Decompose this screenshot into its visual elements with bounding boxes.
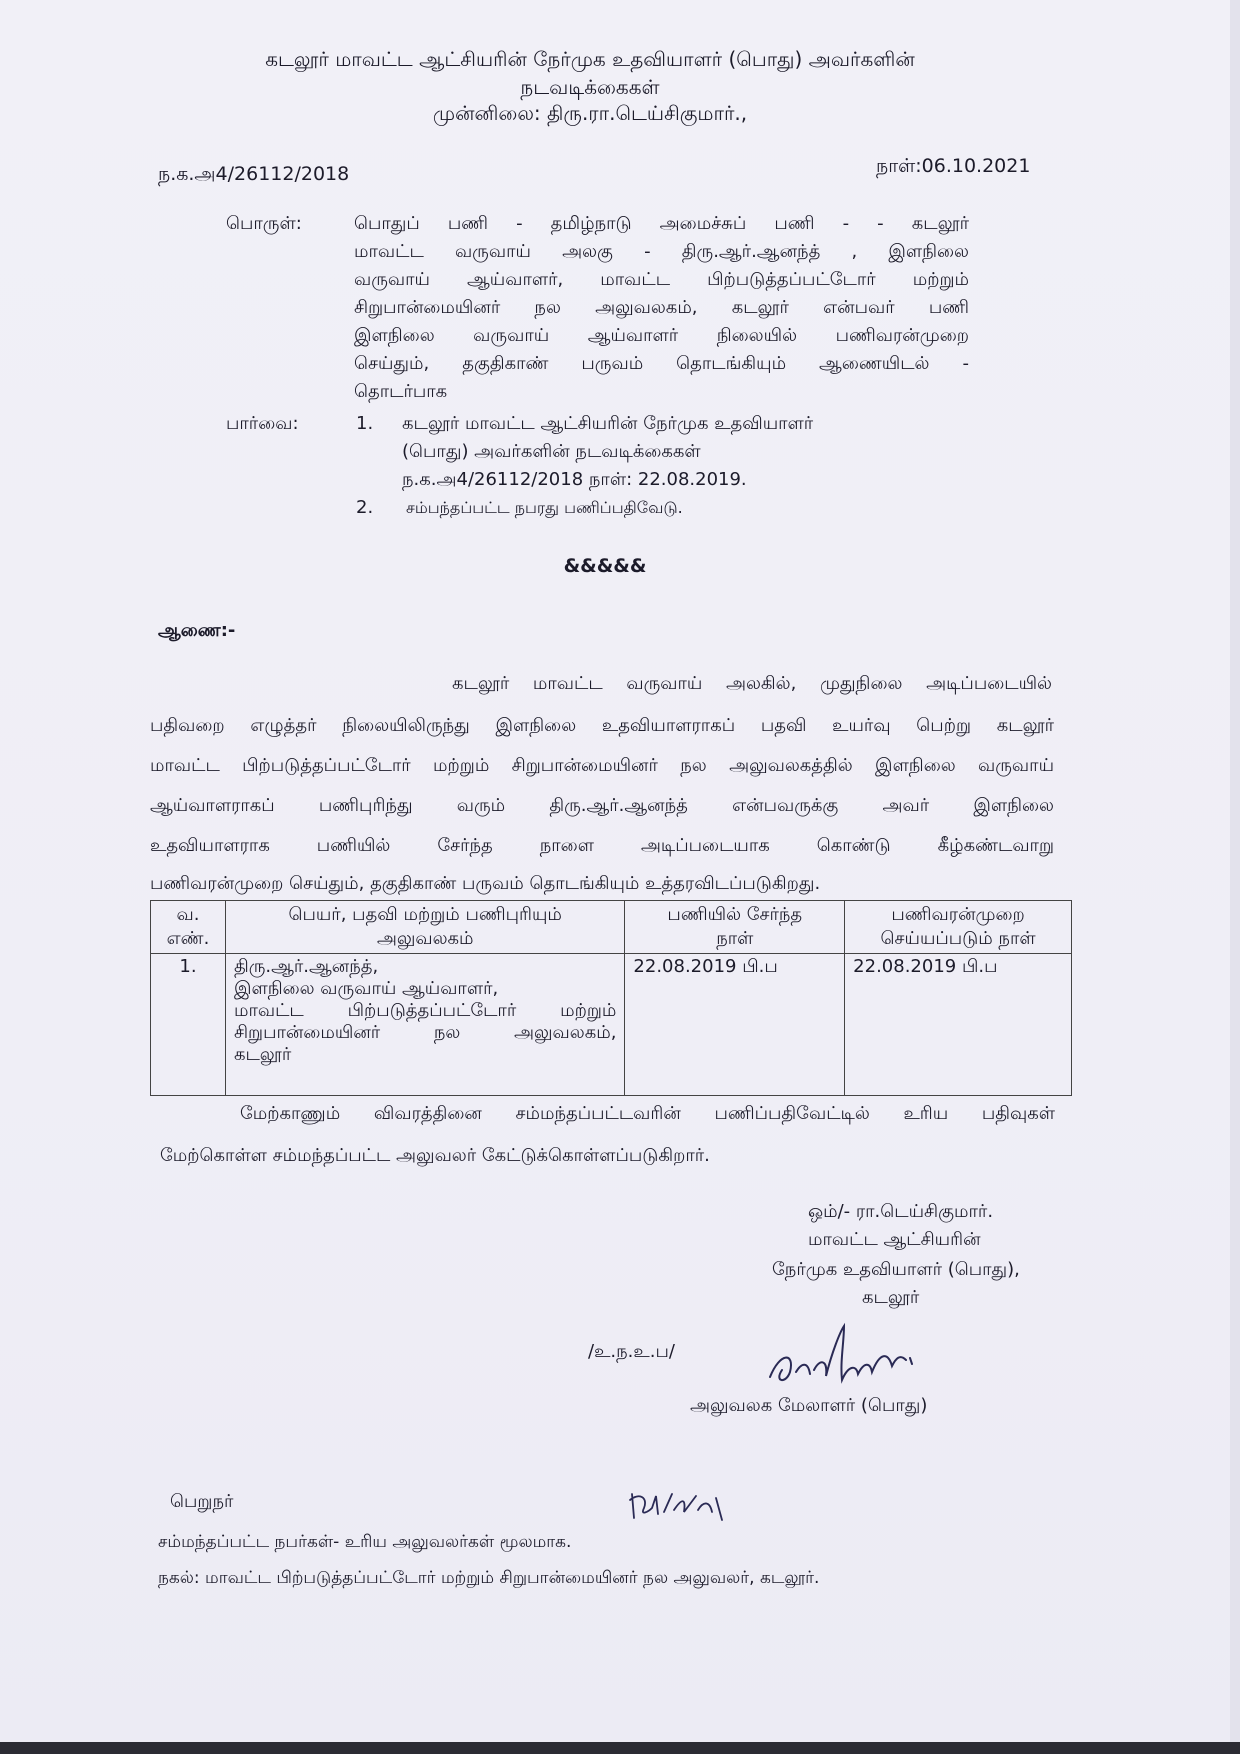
signature-line-4: கடலூர் bbox=[862, 1287, 920, 1308]
recipients-label: பெறுநர் bbox=[170, 1491, 234, 1512]
page-edge bbox=[1230, 0, 1240, 1754]
row-serial-number: 1. bbox=[151, 954, 226, 1096]
copy-to-line: நகல்: மாவட்ட பிற்படுத்தப்பட்டோர் மற்றும் சிறுபான்மையினர் நல அலுவலர், கடலூர். bbox=[158, 1568, 820, 1588]
signature-line-1: ஒம்/- ரா.டெய்சிகுமார். bbox=[808, 1201, 994, 1222]
header-name-designation bbox=[225, 901, 624, 954]
recipients-line: சம்மந்தப்பட்ட நபர்கள்- உரிய அலுவலர்கள் மூலமாக. bbox=[158, 1532, 572, 1552]
reference-item-2-line-1: சம்பந்தப்பட்ட நபரது பணிப்பதிவேடு. bbox=[406, 498, 683, 517]
regularisation-table bbox=[150, 900, 1072, 1096]
header-serial-number bbox=[151, 901, 226, 954]
header-line-1: கடலூர் மாவட்ட ஆட்சியரின் நேர்முக உதவியாளர் (பொது) அவர்களின் bbox=[265, 47, 915, 71]
subject-line-7: தொடர்பாக bbox=[354, 381, 448, 402]
reference-item-1-line-1: கடலூர் மாவட்ட ஆட்சியரின் நேர்முக உதவியாளர் bbox=[402, 413, 814, 434]
header-text: பணிவரன்முறை bbox=[891, 904, 1025, 925]
order-paragraph-line-3: மாவட்ட பிற்படுத்தப்பட்டோர் மற்றும் சிறுபான்மையினர் நல அலுவலகத்தில் இளநிலை வருவாய் bbox=[150, 755, 1054, 776]
header-join-date bbox=[625, 901, 845, 954]
office-manager-designation: அலுவலக மேலாளர் (பொது) bbox=[690, 1395, 928, 1416]
subject-line-4: சிறுபான்மையினர் நல அலுவலகம், கடலூர் என்பவர் பணி bbox=[354, 297, 969, 318]
name-line: மாவட்ட பிற்படுத்தப்பட்டோர் மற்றும் bbox=[233, 1000, 617, 1021]
subject-line-1: பொதுப் பணி - தமிழ்நாடு அமைச்சுப் பணி - - கடலூர் bbox=[354, 213, 969, 234]
name-line: இளநிலை வருவாய் ஆய்வாளர், bbox=[233, 978, 499, 999]
header-line-2: நடவடிக்கைகள் bbox=[520, 75, 660, 99]
signature-line-3: நேர்முக உதவியாளர் (பொது), bbox=[772, 1259, 1020, 1280]
instruction-line-1: மேற்காணும் விவரத்தினை சம்மந்தப்பட்டவரின் பணிப்பதிவேட்டில் உரிய பதிவுகள் bbox=[240, 1103, 1055, 1124]
name-line: கடலூர் bbox=[233, 1044, 292, 1065]
order-label: ஆணை:- bbox=[158, 620, 236, 641]
reference-number: ந.க.அ4/26112/2018 bbox=[158, 163, 350, 185]
order-date: நாள்:06.10.2021 bbox=[876, 155, 1031, 177]
subject-label: பொருள்: bbox=[226, 213, 302, 234]
name-line: திரு.ஆர்.ஆனந்த், bbox=[233, 956, 379, 977]
handwritten-signature bbox=[760, 1322, 940, 1402]
order-paragraph-line-4: ஆய்வாளராகப் பணிபுரிந்து வரும் திரு.ஆர்.ஆனந்த் என்பவருக்கு அவர் இளநிலை bbox=[150, 795, 1054, 816]
subject-line-3: வருவாய் ஆய்வாளர், மாவட்ட பிற்படுத்தப்பட்டோர் மற்றும் bbox=[354, 269, 969, 290]
signature-line-2: மாவட்ட ஆட்சியரின் bbox=[808, 1229, 981, 1250]
separator-mark: &&&&& bbox=[563, 555, 647, 577]
instruction-line-2: மேற்கொள்ள சம்மந்தப்பட்ட அலுவலர் கேட்டுக்கொள்ளப்படுகிறார். bbox=[160, 1145, 710, 1166]
header-line-3: முன்னிலை: திரு.ரா.டெய்சிகுமார்., bbox=[432, 101, 748, 125]
reference-item-1-number: 1. bbox=[356, 413, 374, 434]
order-paragraph-line-5: உதவியாளராக பணியில் சேர்ந்த நாளை அடிப்படையாக கொண்டு கீழ்கண்டவாறு bbox=[150, 835, 1054, 856]
order-paragraph-line-1: கடலூர் மாவட்ட வருவாய் அலகில், முதுநிலை அடிப்படையில் bbox=[452, 673, 1052, 694]
scan-bottom-border bbox=[0, 1742, 1240, 1754]
row-join-date: 22.08.2019 பி.ப bbox=[625, 954, 845, 1096]
reference-label: பார்வை: bbox=[226, 413, 299, 434]
header-text: வ. bbox=[176, 904, 200, 925]
header-text: செய்யப்படும் நாள் bbox=[880, 928, 1036, 949]
header-text: நாள் bbox=[716, 928, 754, 949]
subject-line-6: செய்தும், தகுதிகாண் பருவம் தொடங்கியும் ஆணையிடல் - bbox=[354, 353, 969, 374]
row-regularisation-date: 22.08.2019 பி.ப bbox=[845, 954, 1072, 1096]
name-line: சிறுபான்மையினர் நல அலுவலகம், bbox=[233, 1022, 617, 1043]
order-paragraph-line-2: பதிவறை எழுத்தர் நிலையிலிருந்து இளநிலை உதவியாளராகப் பதவி உயர்வு பெற்று கடலூர் bbox=[150, 715, 1054, 736]
header-text: எண். bbox=[166, 928, 210, 949]
order-paragraph-line-6: பணிவரன்முறை செய்தும், தகுதிகாண் பருவம் தொடங்கியும் உத்தரவிடப்படுகிறது. bbox=[150, 873, 821, 894]
row-name-designation bbox=[225, 954, 624, 1096]
header-text: பெயர், பதவி மற்றும் பணிபுரியும் bbox=[288, 904, 562, 925]
reference-item-1-line-3: ந.க.அ4/26112/2018 நாள்: 22.08.2019. bbox=[402, 469, 747, 490]
subject-line-2: மாவட்ட வருவாய் அலகு - திரு.ஆர்.ஆனந்த் , இளநிலை bbox=[354, 241, 969, 262]
reference-item-1-line-2: (பொது) அவர்களின் நடவடிக்கைகள் bbox=[402, 441, 701, 462]
table-row bbox=[151, 954, 1072, 1096]
header-regularisation-date bbox=[845, 901, 1072, 954]
header-text: பணியில் சேர்ந்த bbox=[667, 904, 803, 925]
header-text: அலுவலகம் bbox=[376, 928, 474, 949]
reference-item-2-number: 2. bbox=[356, 497, 374, 518]
initials-signature bbox=[626, 1488, 736, 1528]
copy-mark: /உ.ந.உ.ப/ bbox=[588, 1341, 675, 1362]
subject-line-5: இளநிலை வருவாய் ஆய்வாளர் நிலையில் பணிவரன்முறை bbox=[354, 325, 969, 346]
table-header-row bbox=[151, 901, 1072, 954]
